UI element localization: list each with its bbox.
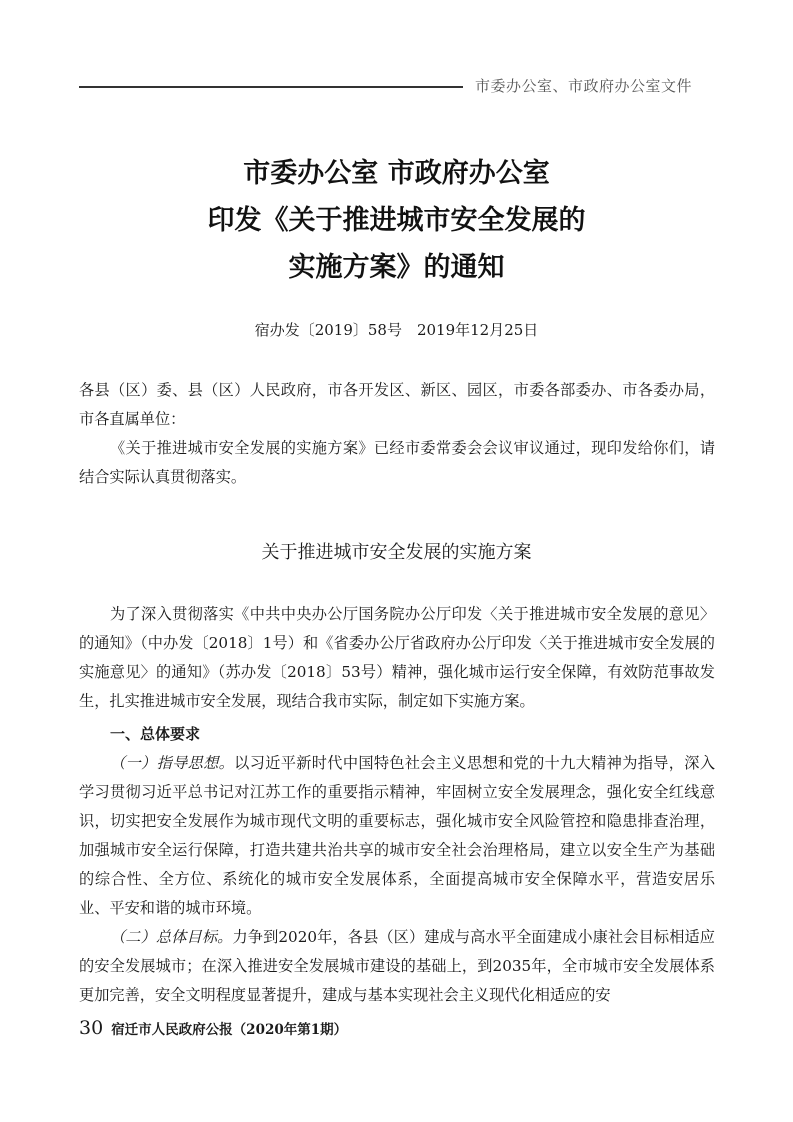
guiding-thought-paragraph	[79, 749, 715, 923]
intro-paragraph: 为了深入贯彻落实《中共中央办公厅国务院办公厅印发〈关于推进城市安全发展的意见〉的通知》（中办发〔2018〕1号）和《省委办公厅省政府办公厅印发〈关于推进城市安全发展的实施意见〉的通知》（苏办发〔2018〕53号）精神，强化城市运行安全保障，有效防范事故发生，扎实推进城市安全发展，现结合我市实际，制定如下实施方案。	[79, 605, 715, 710]
notice-paragraph: 《关于推进城市安全发展的实施方案》已经市委常委会会议审议通过，现印发给你们，请结合实际认真贯彻落实。	[79, 439, 715, 486]
guiding-thought-lead: （一）指导思想。	[110, 754, 235, 772]
overall-goal-paragraph	[79, 923, 715, 1010]
journal-name: 宿迁市人民政府公报（2020年第1期）	[111, 1022, 348, 1038]
section-heading: 一、总体要求	[110, 725, 201, 743]
title-line-1: 市委办公室 市政府办公室	[243, 158, 550, 189]
header-rule	[79, 86, 463, 88]
page-number: 30	[79, 1017, 104, 1039]
guiding-thought-text: 以习近平新时代中国特色社会主义思想和党的十九大精神为指导，深入学习贯彻习近平总书记对江苏工作的重要指示精神，牢固树立安全发展理念，强化安全红线意识，切实把安全发展作为城市现代文明的重要标志，强化城市安全风险管控和隐患排查治理，加强城市安全运行保障，打造共建共治共享的城市安全社会治理格局，建立以安全生产为基础的综合性、全方位、系统化的城市安全发展体系，全面提高城市安全保障水平，营造安居乐业、平安和谐的城市环境。	[79, 754, 716, 917]
document-title	[100, 150, 693, 291]
plan-title: 关于推进城市安全发展的实施方案	[261, 542, 532, 563]
overall-goal-lead: （二）总体目标。	[110, 928, 233, 946]
document-number-date: 宿办发〔2019〕58号 2019年12月25日	[254, 321, 539, 339]
running-header: 市委办公室、市政府办公室文件	[475, 77, 693, 95]
title-line-2: 印发《关于推进城市安全发展的	[207, 205, 586, 236]
overall-goal-text: 力争到2020年，各县（区）建成与高水平全面建成小康社会目标相适应的安全发展城市；在深入推进安全发展城市建设的基础上，到2035年，全市城市安全发展体系更加完善，安全文明程度显著提升，建成与基本实现社会主义现代化相适应的安	[79, 928, 715, 1004]
title-line-3: 实施方案》的通知	[288, 252, 505, 283]
page-footer	[79, 1017, 347, 1039]
addressee-paragraph: 各县（区）委、县（区）人民政府，市各开发区、新区、园区，市委各部委办、市各委办局，市各直属单位：	[79, 381, 715, 428]
